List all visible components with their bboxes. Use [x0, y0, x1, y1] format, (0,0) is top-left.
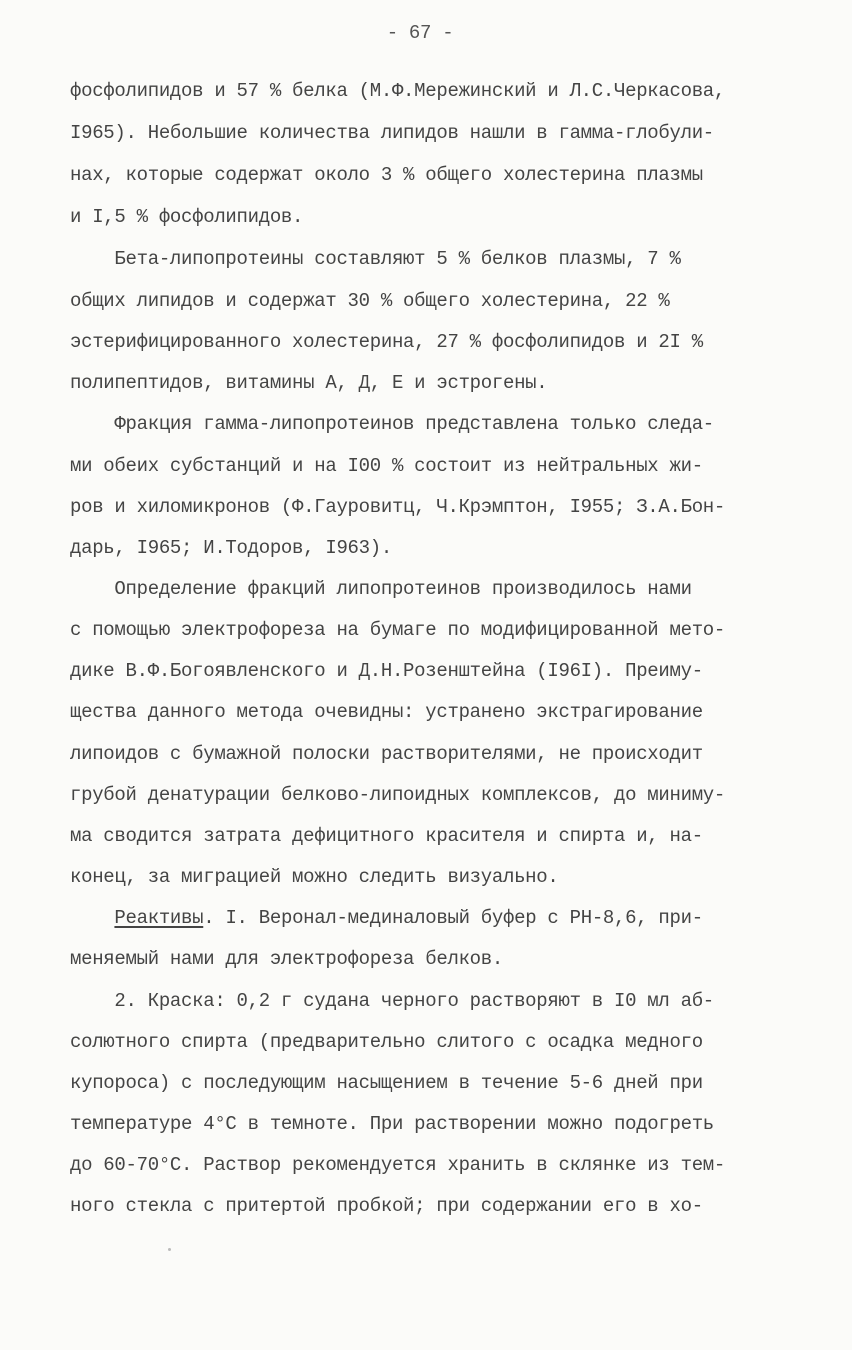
reagents-heading: Реактивы — [114, 907, 204, 929]
text-line-15: дике В.Ф.Богоявленского и Д.Н.Розенштейна (I96I). Преиму- — [70, 660, 703, 682]
reagents-indent — [70, 907, 114, 929]
text-line-12: дарь, I965; И.Тодоров, I963). — [70, 537, 392, 559]
text-line-14: с помощью электрофореза на бумаге по модифицированной мето- — [70, 619, 726, 641]
text-line-3: нах, которые содержат около 3 % общего холестерина плазмы — [70, 164, 703, 186]
text-line-20: конец, за миграцией можно следить визуально. — [70, 866, 559, 888]
text-line-28: ного стекла с притертой пробкой; при содержании его в хо- — [70, 1195, 703, 1217]
text-line-26: температуре 4°С в темноте. При растворении можно подогреть — [70, 1113, 714, 1135]
text-line-6: общих липидов и содержат 30 % общего холестерина, 22 % — [70, 290, 670, 312]
text-line-4: и I,5 % фосфолипидов. — [70, 206, 304, 228]
text-line-13: Определение фракций липопротеинов производилось нами — [70, 578, 692, 600]
text-line-23: 2. Краска: 0,2 г судана черного растворяют в I0 мл аб- — [70, 990, 714, 1012]
reagents-line-rest: . I. Веронал-мединаловый буфер с РН-8,6, при- — [203, 907, 703, 929]
text-line-16: щества данного метода очевидны: устранено экстрагирование — [70, 701, 703, 723]
text-line-11: ров и хиломикронов (Ф.Гауровитц, Ч.Крэмптон, I955; З.А.Бон- — [70, 496, 726, 518]
text-line-27: до 60-70°С. Раствор рекомендуется хранить в склянке из тем- — [70, 1154, 726, 1176]
text-line-24: солютного спирта (предварительно слитого с осадка медного — [70, 1031, 703, 1053]
text-line-25: купороса) с последующим насыщением в течение 5-6 дней при — [70, 1072, 703, 1094]
text-line-17: липоидов с бумажной полоски растворителями, не происходит — [70, 743, 703, 765]
text-line-8: полипептидов, витамины А, Д, Е и эстрогены. — [70, 372, 548, 394]
text-line-9: Фракция гамма-липопротеинов представлена только следа- — [70, 413, 714, 435]
text-line-7: эстерифицированного холестерина, 27 % фосфолипидов и 2I % — [70, 331, 703, 353]
text-line-22: меняемый нами для электрофореза белков. — [70, 948, 503, 970]
page-number: - 67 - — [386, 22, 454, 44]
text-line-10: ми обеих субстанций и на I00 % состоит из нейтральных жи- — [70, 455, 703, 477]
text-line-19: ма сводится затрата дефицитного красителя и спирта и, на- — [70, 825, 703, 847]
text-line-18: грубой денатурации белково-липоидных комплексов, до миниму- — [70, 784, 726, 806]
text-line-2: I965). Небольшие количества липидов нашли в гамма-глобули- — [70, 122, 714, 144]
reagents-line — [70, 907, 703, 929]
text-line-5: Бета-липопротеины составляют 5 % белков плазмы, 7 % — [70, 248, 681, 270]
scan-speck — [168, 1248, 171, 1251]
text-line-1: фосфолипидов и 57 % белка (М.Ф.Мережинский и Л.С.Черкасова, — [70, 80, 726, 102]
